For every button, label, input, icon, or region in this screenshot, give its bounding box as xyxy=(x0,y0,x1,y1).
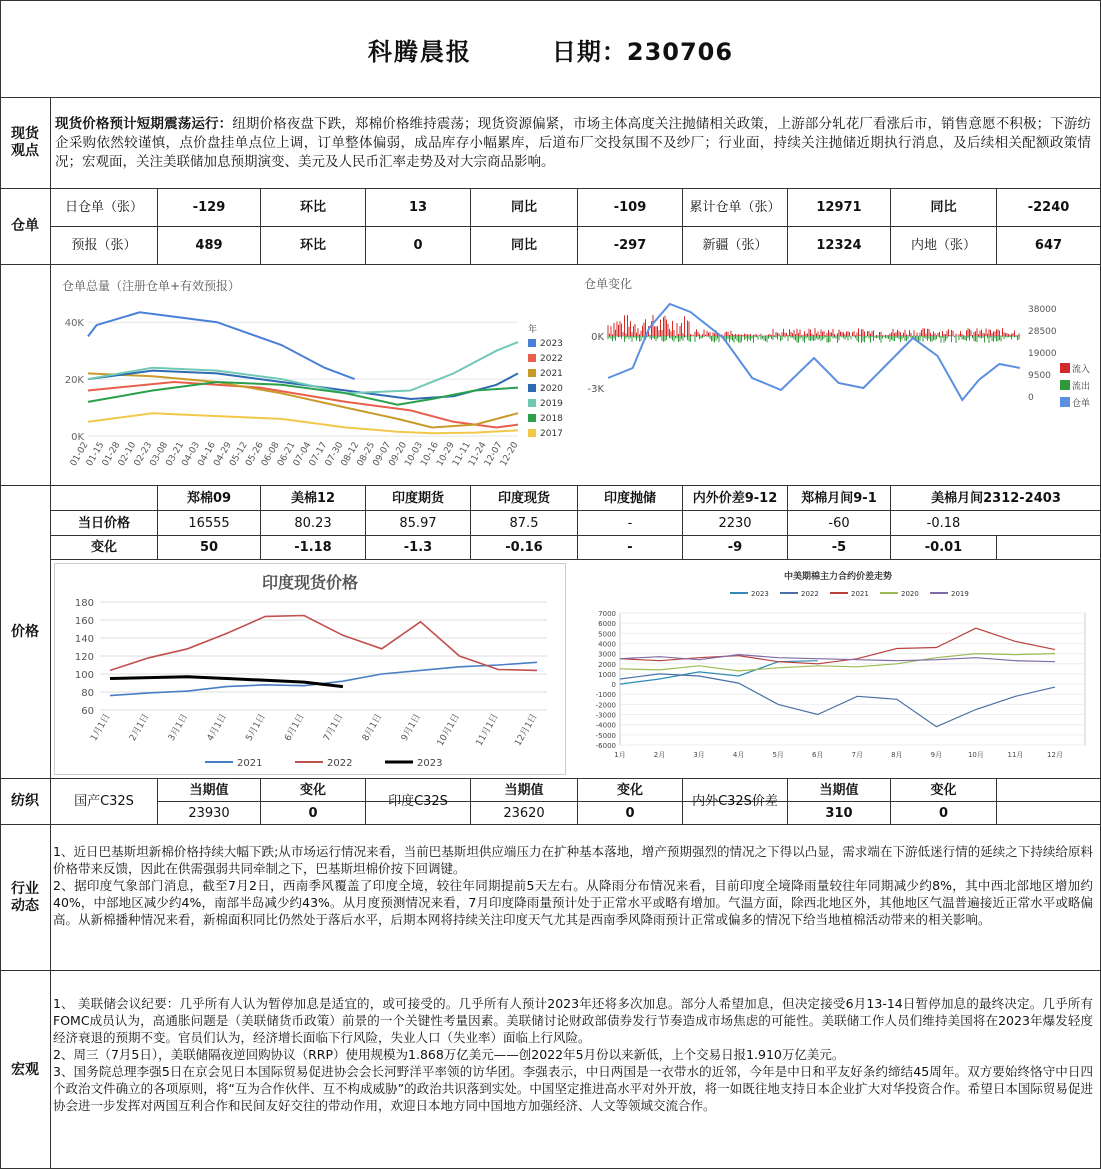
india-y-tick: 120 xyxy=(74,652,94,663)
macro-p3: 3、国务院总理李强5日在京会见日本国际贸易促进协会会长河野洋平率领的访华团。李强表示，中日两国是一衣带水的近邻，今年是中日和平友好条约缔结45周年。双方要始终恪守中日四个政治文件确立的各项原则，将“互为合作伙伴、互不构成威胁”的政治共识落到实处。中国坚定推进高水平对外开放，将一如既往地支持日本企业扩大对华投资合作。希望日本国际贸易促进协会进一步发挥对两国互利合作和民间友好交往的带动作用，欢迎日本地方同中国地方加强经济、人文等领域交流合作。 xyxy=(53,1064,1093,1113)
warehouse-row2-cell-2: 环比 xyxy=(299,238,326,253)
industry-label: 行业动态 xyxy=(11,880,39,914)
price-headers-cell-5: 内外价差9-12 xyxy=(692,490,778,506)
price-headers-cell-0: 郑棉09 xyxy=(186,490,232,506)
price-today-cell-3: 87.5 xyxy=(509,515,539,531)
wt-x-tick: 10-29 xyxy=(435,440,457,469)
warehouse-row2-cell-4: 同比 xyxy=(510,238,537,253)
price-headers-cell-6: 郑棉月间9-1 xyxy=(801,490,877,506)
spread-y-tick: -3000 xyxy=(595,711,616,720)
wc-legend-label: 流出 xyxy=(1072,382,1091,392)
price-headers-cell-1: 美棉12 xyxy=(290,490,336,506)
wt-legend-title: 年 xyxy=(528,325,538,335)
india-x-tick: 9月1日 xyxy=(399,712,424,744)
spread-series-2020 xyxy=(620,654,1055,671)
wt-legend-swatch xyxy=(528,354,536,362)
textile-c3-v1: 310 xyxy=(825,805,853,821)
india-spot-chart xyxy=(54,563,566,775)
india-x-tick: 1月1日 xyxy=(89,712,113,744)
textile-c1-h2: 变化 xyxy=(299,782,326,798)
wt-legend-swatch xyxy=(528,369,536,377)
india-x-tick: 10月1日 xyxy=(435,712,462,748)
wt-legend-label: 2021 xyxy=(540,369,563,379)
price-change-cell-0: 50 xyxy=(199,540,219,555)
spread-x-tick: 5月 xyxy=(772,751,784,759)
wt-legend-label: 2020 xyxy=(540,384,563,394)
spread-legend-label: 2022 xyxy=(801,590,819,598)
spread-x-tick: 10月 xyxy=(967,751,984,759)
wt-x-tick: 11-24 xyxy=(467,440,489,469)
wc-stock-line xyxy=(608,304,1020,400)
spread-x-tick: 6月 xyxy=(811,751,824,759)
wt-x-tick: 04-16 xyxy=(196,440,219,469)
warehouse-total-chart xyxy=(56,268,563,483)
macro-label: 宏观 xyxy=(11,1061,39,1078)
price-change-cell-7: -0.01 xyxy=(924,540,963,555)
india-x-tick: 12月1日 xyxy=(513,712,540,748)
textile-c3-v2: 0 xyxy=(938,805,949,821)
wt-x-tick: 09-20 xyxy=(387,440,410,469)
wc-legend-swatch xyxy=(1060,363,1070,373)
warehouse-row2-cell-7: 12324 xyxy=(816,238,862,253)
wc-legend-label: 流入 xyxy=(1072,365,1091,375)
industry-p2: 2、据印度气象部门消息，截至7月2日，西南季风覆盖了印度全境，较往年同期提前5天左右。从降雨分布情况来看，目前印度全境降雨量较往年同期减少约8%，其中西北部地区增加约40%，中部地区减少约4%，南部半岛减少约43%。从月度预测情况来看，7月印度降雨量预计处于正常水平或略有增加。气温方面，除西北地区外，其他地区气温普遍接近正常水平或略偏高。从新棉播种情况来看，新棉面积同比仍然处于落后水平，后期本网将持续关注印度天气尤其是西南季风降雨预计正常或偏多的情况下给当地植棉活动带来的相关影响。 xyxy=(53,878,1093,927)
warehouse-row2-cell-0: 预报（张） xyxy=(71,238,137,253)
industry-text xyxy=(53,843,1093,928)
report-title: 科腾晨报 xyxy=(367,37,472,66)
wt-x-tick: 07-04 xyxy=(291,440,314,469)
spread-y-tick: -5000 xyxy=(595,731,616,740)
spread-chart-title: 中美期棉主力合约价差走势 xyxy=(783,572,893,582)
warehouse-row2-cell-1: 489 xyxy=(195,238,223,253)
india-series-2021 xyxy=(110,662,537,695)
price-today-cell-5: 2230 xyxy=(718,515,752,531)
textile-c2-v2: 0 xyxy=(625,805,635,821)
price-today-cell-6: -60 xyxy=(828,515,850,531)
warehouse-total-title: 仓单总量（注册仓单+有效预报） xyxy=(62,279,241,293)
india-y-tick: 60 xyxy=(81,706,94,717)
price-change-cell-1: -1.18 xyxy=(294,540,332,555)
india-y-tick: 80 xyxy=(81,688,94,699)
wt-series-2021 xyxy=(88,373,518,427)
wc-right-tick: 9500 xyxy=(1028,371,1051,381)
wt-x-tick: 10-16 xyxy=(419,440,441,469)
textile-label: 纺织 xyxy=(11,793,39,809)
warehouse-row2-cell-9: 647 xyxy=(1034,238,1063,253)
textile-c3-h1: 当期值 xyxy=(819,782,859,798)
india-x-tick: 5月1日 xyxy=(244,712,268,744)
spread-legend-label: 2019 xyxy=(951,590,969,598)
spread-y-tick: -2000 xyxy=(595,701,616,710)
warehouse-row2-cell-8: 内地（张） xyxy=(910,238,976,253)
warehouse-change-chart xyxy=(580,268,1095,483)
wt-x-tick: 01-02 xyxy=(68,440,91,469)
wt-legend-swatch xyxy=(528,399,536,407)
wt-x-tick: 07-17 xyxy=(307,440,330,469)
price-headers-cell-3: 印度现货 xyxy=(497,490,550,506)
price-change-cell-5: -9 xyxy=(727,540,743,555)
spread-y-tick: 2000 xyxy=(598,660,616,669)
textile-c1-h1: 当期值 xyxy=(189,782,229,798)
wt-x-tick: 06-08 xyxy=(259,440,282,469)
price-today-cell-1: 80.23 xyxy=(294,515,332,531)
wt-legend-swatch xyxy=(528,429,536,437)
india-series-2022 xyxy=(110,616,537,671)
spread-x-tick: 1月 xyxy=(614,751,626,759)
wt-x-tick: 06-21 xyxy=(275,440,298,469)
wc-legend-label: 仓单 xyxy=(1072,399,1091,409)
wt-x-tick: 03-21 xyxy=(164,440,187,469)
india-y-tick: 160 xyxy=(74,616,94,627)
textile-c2-name: 印度C32S xyxy=(388,794,448,809)
india-chart-title: 印度现货价格 xyxy=(261,573,359,592)
macro-text xyxy=(53,995,1093,1114)
wt-x-tick: 08-25 xyxy=(355,440,378,469)
spread-series-2022 xyxy=(620,674,1055,727)
spread-y-tick: -6000 xyxy=(595,742,616,750)
warehouse-row1-cell-1: -129 xyxy=(192,200,226,215)
spread-chart xyxy=(580,563,1095,775)
wt-series-2017 xyxy=(88,413,518,433)
spread-y-tick: -4000 xyxy=(595,721,616,730)
wt-x-tick: 02-10 xyxy=(116,440,139,469)
spot-view-text xyxy=(55,115,1091,172)
spread-x-tick: 11月 xyxy=(1007,751,1024,759)
textile-c3-h2: 变化 xyxy=(930,782,957,798)
wt-legend-label: 2022 xyxy=(540,354,563,364)
wt-x-tick: 09-07 xyxy=(371,440,394,469)
wt-x-tick: 05-12 xyxy=(228,440,250,469)
india-legend-label: 2022 xyxy=(327,758,353,769)
wt-x-tick: 12-07 xyxy=(482,440,505,469)
wt-y-tick: 0K xyxy=(71,432,84,443)
spread-y-tick: -1000 xyxy=(595,691,616,700)
spread-x-tick: 7月 xyxy=(851,751,864,759)
wt-x-tick: 01-28 xyxy=(100,440,123,469)
price-today-cell-4: - xyxy=(627,515,633,531)
warehouse-row2-cell-6: 新疆（张） xyxy=(702,238,768,253)
wt-x-tick: 03-08 xyxy=(148,440,171,469)
spread-x-tick: 2月 xyxy=(653,751,666,759)
wt-legend-label: 2019 xyxy=(540,399,563,409)
price-label: 价格 xyxy=(11,623,39,640)
wt-legend-swatch xyxy=(528,339,536,347)
wt-x-tick: 04-29 xyxy=(212,440,234,469)
wt-x-tick: 12-20 xyxy=(498,440,521,469)
spread-y-tick: 7000 xyxy=(598,610,616,618)
warehouse-row1-cell-7: 12971 xyxy=(816,200,862,215)
wc-legend-swatch xyxy=(1060,397,1070,407)
warehouse-row1-cell-6: 累计仓单（张） xyxy=(689,200,781,215)
spread-legend-label: 2021 xyxy=(851,590,869,598)
price-today-label: 当日价格 xyxy=(77,515,130,531)
price-change-cell-6: -5 xyxy=(831,540,847,555)
spread-y-tick: 3000 xyxy=(598,650,616,659)
spot-view-label: 现货观点 xyxy=(11,126,39,159)
wt-legend-swatch xyxy=(528,414,536,422)
price-headers-cell-2: 印度期货 xyxy=(391,490,444,506)
india-legend-label: 2023 xyxy=(417,758,443,769)
wc-left-tick: -3K xyxy=(587,384,604,395)
india-y-tick: 140 xyxy=(74,634,94,645)
price-today-cell-7: -0.18 xyxy=(926,515,961,531)
textile-c1-v2: 0 xyxy=(308,805,318,821)
india-legend-label: 2021 xyxy=(237,758,263,769)
spot-view-lead: 现货价格预计短期震荡运行： xyxy=(55,116,233,132)
macro-p2: 2、周三（7月5日），美联储隔夜逆回购协议（RRP）使用规模为1.868万亿美元——创2022年5月份以来新低，上个交易日报1.910万亿美元。 xyxy=(53,1047,845,1062)
wt-x-tick: 11-11 xyxy=(451,440,473,469)
spread-legend-label: 2020 xyxy=(901,590,919,598)
wt-x-tick: 05-26 xyxy=(244,440,266,469)
industry-p1: 1、近日巴基斯坦新棉价格持续大幅下跌;从市场运行情况来看，当前巴基斯坦供应端压力在扩种基本落地，增产预期强烈的情况之下得以凸显，需求端在下游低迷行情的延续之下持续给原料价格带来反馈，因此在供需强弱共同牵制之下，巴基斯坦棉价按下回调键。 xyxy=(53,844,1093,876)
india-y-tick: 100 xyxy=(74,670,94,681)
wc-right-tick: 0 xyxy=(1028,393,1034,403)
price-headers-cell-4: 印度抛储 xyxy=(603,490,656,506)
wt-x-tick: 02-23 xyxy=(132,440,155,469)
wt-x-tick: 08-12 xyxy=(339,440,362,469)
wt-series-2022 xyxy=(88,382,518,428)
india-x-tick: 11月1日 xyxy=(474,712,501,748)
india-x-tick: 8月1日 xyxy=(360,712,385,744)
spread-y-tick: 5000 xyxy=(598,630,616,639)
spread-x-tick: 4月 xyxy=(732,751,745,759)
warehouse-row2-cell-3: 0 xyxy=(413,238,423,253)
spread-y-tick: 4000 xyxy=(598,640,616,649)
spread-y-tick: 6000 xyxy=(598,620,616,629)
wc-right-tick: 19000 xyxy=(1028,349,1057,359)
warehouse-row1-cell-0: 日仓单（张） xyxy=(64,200,143,215)
warehouse-row1-cell-8: 同比 xyxy=(930,200,957,215)
spot-view-body: 纽期价格夜盘下跌，郑棉价格维持震荡；现货资源偏紧，市场主体高度关注抛储相关政策，上游部分轧花厂看涨后市，销售意愿不积极；下游纺企采购依然较谨慎，点价盘挂单点位上调，订单整体偏弱，成品库存小幅累库，后道布厂交投氛围不及纱厂；行业面，持续关注抛储近期执行消息，及后续相关配额政策情况；宏观面，关注美联储加息预期演变、美元及人民币汇率走势及对大宗商品影响。 xyxy=(55,116,1091,170)
india-x-tick: 6月1日 xyxy=(283,712,307,744)
india-y-tick: 180 xyxy=(74,598,94,609)
price-change-cell-3: -0.16 xyxy=(505,540,543,555)
price-change-label: 变化 xyxy=(90,540,117,555)
wt-x-tick: 04-03 xyxy=(180,440,203,469)
textile-c1-v1: 23930 xyxy=(188,805,230,821)
price-today-cell-0: 16555 xyxy=(188,515,230,531)
report-date: 日期：230706 xyxy=(551,37,734,66)
textile-c2-h1: 当期值 xyxy=(504,782,544,798)
india-x-tick: 4月1日 xyxy=(205,712,230,744)
textile-c2-h2: 变化 xyxy=(616,782,643,798)
warehouse-label: 仓单 xyxy=(11,218,39,234)
warehouse-row1-cell-2: 环比 xyxy=(299,200,326,215)
warehouse-row1-cell-4: 同比 xyxy=(510,200,537,215)
wt-legend-swatch xyxy=(528,384,536,392)
warehouse-change-svg xyxy=(580,268,1095,483)
textile-c3-name: 内外C32S价差 xyxy=(692,794,778,809)
wc-right-tick: 38000 xyxy=(1028,305,1057,315)
wt-x-tick: 01-15 xyxy=(84,440,107,469)
india-x-tick: 3月1日 xyxy=(166,712,191,744)
india-x-tick: 7月1日 xyxy=(322,712,346,744)
wt-x-tick: 10-03 xyxy=(403,440,426,469)
wt-x-tick: 07-30 xyxy=(323,440,346,469)
textile-c2-v1: 23620 xyxy=(503,805,545,821)
wt-y-tick: 20K xyxy=(64,375,84,387)
wc-right-tick: 28500 xyxy=(1028,327,1057,337)
warehouse-row1-cell-9: -2240 xyxy=(1027,200,1070,215)
wt-legend-label: 2018 xyxy=(540,414,563,424)
wt-legend-label: 2017 xyxy=(540,429,563,439)
wc-legend-swatch xyxy=(1060,380,1070,390)
spread-y-tick: 0 xyxy=(611,681,616,690)
spread-series-2019 xyxy=(620,655,1055,662)
spread-plot-frame xyxy=(620,613,1085,745)
report-header xyxy=(1,1,1100,97)
price-change-cell-4: - xyxy=(627,540,633,555)
spread-x-tick: 12月 xyxy=(1047,751,1063,759)
warehouse-change-title: 仓单变化 xyxy=(584,277,633,291)
spread-x-tick: 3月 xyxy=(693,751,705,759)
spread-svg xyxy=(580,563,1095,773)
spread-x-tick: 9月 xyxy=(930,751,943,759)
price-headers-cell-7: 美棉月间2312-2403 xyxy=(931,490,1061,506)
wc-left-tick: 0K xyxy=(591,332,604,343)
price-today-cell-2: 85.97 xyxy=(399,515,437,531)
macro-p1: 1、 美联储会议纪要：几乎所有人认为暂停加息是适宜的，或可接受的。几乎所有人预计2023年还将多次加息。部分人希望加息，但决定接受6月13-14日暂停加息的最终决定。几乎所有FOMC成员认为，高通胀问题是（美联储货币政策）前景的一个关键性考量因素。美联储讨论财政部债券发行节奏造成市场焦虑的可能性。美联储工作人员们维持美国将在2023年爆发轻度经济衰退的预期不变。官员们认为，经济增长面临下行风险，失业人口（失业率）面临上行风险。 xyxy=(53,996,1093,1045)
warehouse-row1-cell-5: -109 xyxy=(613,200,647,215)
spread-x-tick: 8月 xyxy=(891,751,903,759)
textile-c1-name: 国产C32S xyxy=(74,794,134,809)
india-x-tick: 2月1日 xyxy=(128,712,152,744)
warehouse-row1-cell-3: 13 xyxy=(408,200,428,215)
warehouse-row2-cell-5: -297 xyxy=(613,238,647,253)
wt-legend-label: 2023 xyxy=(540,339,563,349)
wt-y-tick: 40K xyxy=(64,318,84,330)
spread-legend-label: 2023 xyxy=(751,590,769,598)
price-change-cell-2: -1.3 xyxy=(403,540,433,555)
spread-y-tick: 1000 xyxy=(598,670,616,679)
india-spot-svg xyxy=(55,564,565,774)
warehouse-total-svg xyxy=(56,268,563,483)
